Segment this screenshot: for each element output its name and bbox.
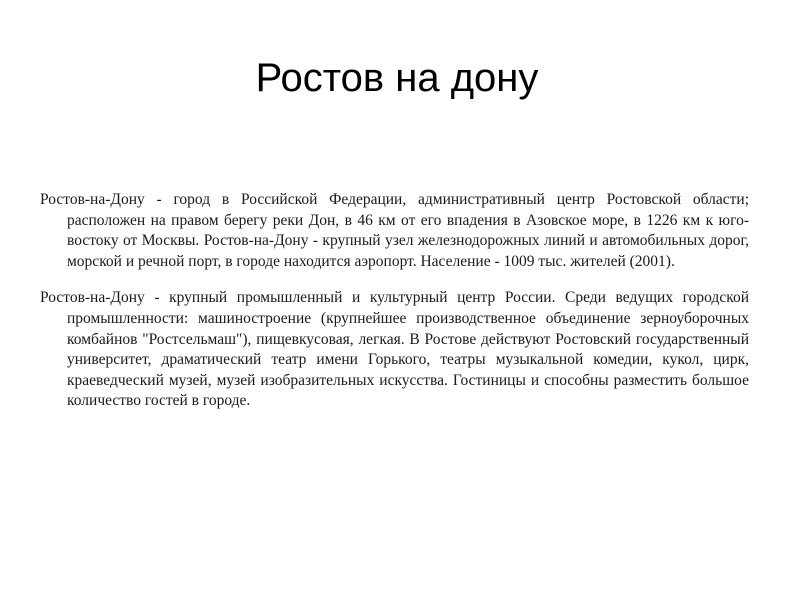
paragraph-city-overview: Ростов-на-Дону - город в Российской Федерации, административный центр Ростовской области; расположен на правом берегу реки Дон, в 46 км от его впадения в Азовское море, в 1226 км к юго-востоку от Москвы. Ростов-на-Дону - крупный узел железнодорожных линий и автомобильных дорог, морской и речной порт, в городе находится аэропорт. Население - 1009 тыс. жителей (2001). <box>40 191 749 270</box>
paragraph-industry-culture: Ростов-на-Дону - крупный промышленный и культурный центр России. Среди ведущих городской промышленности: машиностроение (крупнейшее производственное объединение зерноуборочных комбайнов "Ростсельмаш"), пищевкусовая, легкая. В Ростове действуют Ростовский государственный университет, драматический театр имени Горького, театры музыкальной комедии, кукол, цирк, краеведческий музей, музей изобразительных искусства. Гостиницы и способны разместить большое количество гостей в городе. <box>40 289 749 410</box>
slide-title: Ростов на дону <box>255 56 539 100</box>
slide-body <box>40 190 749 428</box>
